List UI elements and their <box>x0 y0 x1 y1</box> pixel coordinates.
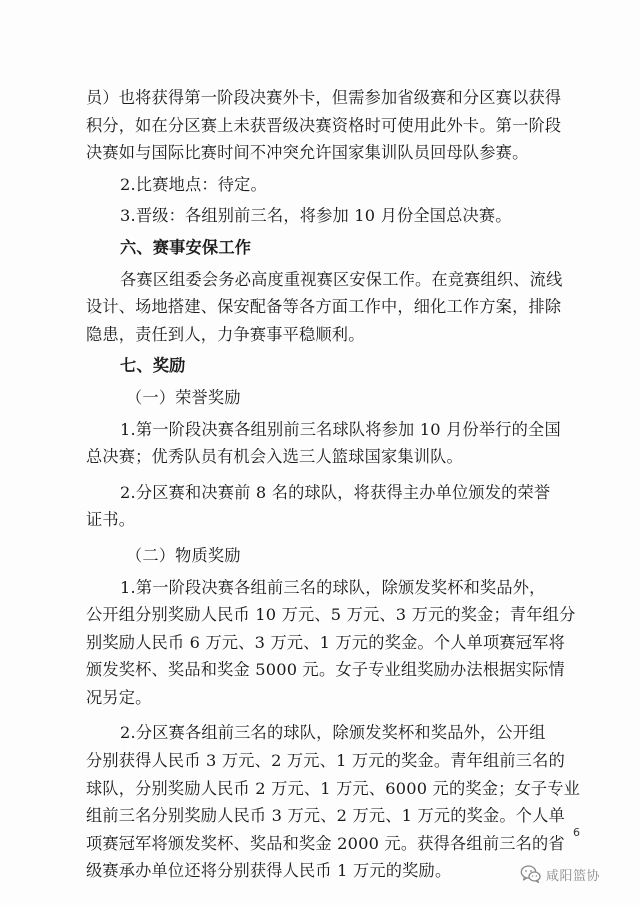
paragraph-line: 证书。 <box>86 510 136 530</box>
paragraph-line: 2.比赛地点：待定。 <box>120 174 267 194</box>
paragraph-line: 各赛区组委会务必高度重视赛区安保工作。在竞赛组织、流线 <box>120 269 563 289</box>
paragraph-line: 2.分区赛和决赛前 8 名的球队，将获得主办单位颁发的荣誉 <box>120 482 551 502</box>
paragraph-line: 球队，分别奖励人民币 2 万元、1 万元、6000 元的奖金；女子专业 <box>86 778 581 798</box>
paragraph-line: 总决赛；优秀队员有机会入选三人篮球国家集训队。 <box>86 447 463 467</box>
watermark <box>520 862 600 886</box>
paragraph-line: 决赛如与国际比赛时间不冲突允许国家集训队员回母队参赛。 <box>86 143 529 163</box>
page-number: 6 <box>573 826 580 839</box>
paragraph-line: 组前三名分别奖励人民币 3 万元、2 万元、1 万元的奖金。个人单 <box>86 806 565 826</box>
section-heading: 七、奖励 <box>120 356 186 376</box>
paragraph-line: 1.第一阶段决赛各组前三名的球队，除颁发奖杯和奖品外， <box>120 577 546 597</box>
paragraph-line: 颁发奖杯、奖品和奖金 5000 元。女子专业组奖励办法根据实际情 <box>86 660 565 680</box>
paragraph-line: 积分，如在分区赛上未获晋级决赛资格时可使用此外卡。第一阶段 <box>86 115 562 135</box>
paragraph-line: 隐患，责任到人，力争赛事平稳顺利。 <box>86 324 365 344</box>
paragraph-line: 级赛承办单位还将分别获得人民币 1 万元的奖励。 <box>86 861 452 881</box>
paragraph-line: 项赛冠军将颁发奖杯、奖品和奖金 2000 元。获得各组前三名的省 <box>86 833 565 853</box>
paragraph-line: 3.晋级：各组别前三名，将参加 10 月份全国总决赛。 <box>120 206 512 226</box>
paragraph-line: 员）也将获得第一阶段决赛外卡，但需参加省级赛和分区赛以获得 <box>86 88 562 107</box>
paragraph-line: 设计、场地搭建、保安配备等各方面工作中，细化工作方案，排除 <box>86 297 562 317</box>
paragraph-line: 况另定。 <box>86 687 152 707</box>
wechat-icon <box>520 864 542 884</box>
subsection-heading: （一）荣誉奖励 <box>126 387 241 407</box>
paragraph-line: 公开组分别奖励人民币 10 万元、5 万元、3 万元的奖金；青年组分 <box>86 605 576 625</box>
paragraph-line: 别奖励人民币 6 万元、3 万元、1 万元的奖金。个人单项赛冠军将 <box>86 632 565 652</box>
paragraph-line: 2.分区赛各组前三名的球队，除颁发奖杯和奖品外，公开组 <box>120 723 546 743</box>
paragraph-line: 分别获得人民币 3 万元、2 万元、1 万元的奖金。青年组前三名的 <box>86 751 565 771</box>
paragraph-line: 1.第一阶段决赛各组别前三名球队将参加 10 月份举行的全国 <box>120 419 561 439</box>
section-heading: 六、赛事安保工作 <box>120 237 252 257</box>
watermark-text: 咸阳篮协 <box>546 868 601 884</box>
subsection-heading: （二）物质奖励 <box>126 545 241 565</box>
